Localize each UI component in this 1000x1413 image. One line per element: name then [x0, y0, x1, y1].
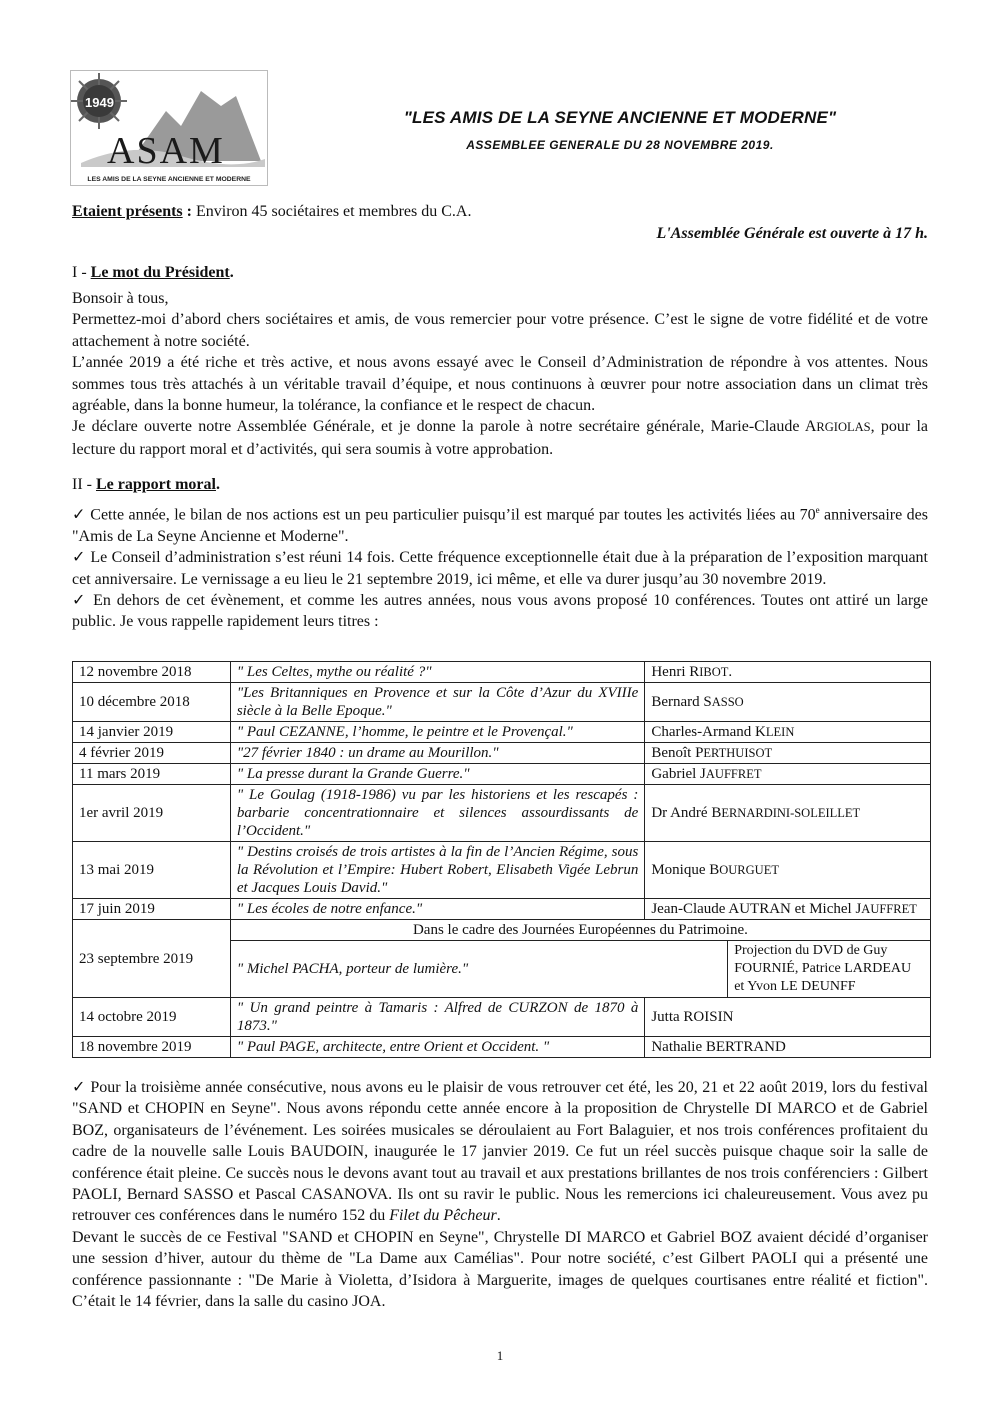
title-cell: " Les écoles de notre enfance."	[230, 899, 644, 920]
speaker-cell: Dr André BERNARDINI-SOLEILLET	[645, 785, 931, 842]
document-title: "LES AMIS DE LA SEYNE ANCIENNE ET MODERNE"	[403, 108, 837, 127]
check-icon: ✓	[72, 549, 86, 567]
greeting: Bonsoir à tous,	[72, 290, 169, 307]
speaker-cell: Henri RIBOT.	[645, 662, 931, 683]
table-row	[73, 662, 931, 683]
speaker-cell: Bernard SASSO	[645, 683, 931, 722]
speaker-cell: Projection du DVD de Guy FOURNIÉ, Patrice LARDEAU et Yvon LE DEUNFF	[728, 941, 931, 998]
opening-time: L'Assemblée Générale est ouverte à 17 h.	[656, 225, 928, 242]
presence-line: Etaient présents : Environ 45 sociétaires et membres du C.A.	[72, 203, 472, 220]
table-row	[73, 1037, 931, 1058]
paragraph: L’année 2019 a été riche et très active, et nous avons essayé avec le Conseil d’Administration de répondre à vos attentes. Nous sommes tous très attachés à un véritable travail d’équipe, et nous continuons à œuvrer pour notre association dans un climat très agréable, dans la bonne humeur, la tolérance, la confiance et le respect de chacun.	[72, 354, 928, 415]
page-number: 1	[496, 1348, 504, 1363]
section2-heading: II - Le rapport moral.	[72, 476, 220, 493]
logo-caption: LES AMIS DE LA SEYNE ANCIENNE ET MODERNE	[87, 176, 251, 183]
check-icon: ✓	[72, 591, 88, 609]
date-cell: 11 mars 2019	[73, 764, 231, 785]
title-cell: " Le Goulag (1918-1986) vu par les historiens et les rescapés : barbarie concentrationnaire et silences assourdissants de l’Occident."	[230, 785, 644, 842]
table-row	[73, 683, 931, 722]
check-icon: ✓	[72, 506, 86, 524]
title-cell: " Un grand peintre à Tamaris : Alfred de CURZON de 1870 à 1873."	[230, 998, 644, 1037]
paragraph: Je déclare ouverte notre Assemblée Générale, et je donne la parole à notre secrétaire générale, Marie-Claude ARGIOLAS, pour la lecture du rapport moral et d’activités, qui sera soumis à votre approbation.	[72, 418, 929, 458]
bullet-item: ✓ En dehors de cet évènement, et comme les autres années, nous vous avons proposé 10 conférences. Toutes ont attiré un large public. Je vous rappelle rapidement leurs titres :	[72, 591, 929, 631]
section1-heading: I - Le mot du Président.	[72, 264, 234, 281]
paragraph: ✓ Pour la troisième année consécutive, nous avons eu le plaisir de vous retrouver cet été, les 20, 21 et 22 août 2019, lors du festival "SAND et CHOPIN en Seyne". Nous avons répondu cette année encore à la proposition de Chrystelle DI MARCO et de Gabriel BOZ, organisateurs de l’événement. Les soirées musicales se déroulaient au Fort Balaguier, et nos trois conférences profitaient du cadre de la nouvelle salle Louis BAUDOIN, inaugurée le 17 janvier 2019. Ce fut un réel succès puisque chaque soir la salle de conférence était pleine. Ce succès nous le devons avant tout au travail et aux prestations brillantes de nos trois conférenciers : Gilbert PAOLI, Bernard SASSO et Pascal CASANOVA. Ils ont su ravir le public. Nous les remercions ici chaleureusement. Vous avez pu retrouver ces conférences dans le numéro 152 du Filet du Pêcheur.	[72, 1079, 928, 1225]
paragraph: Permettez-moi d’abord chers sociétaires et amis, de vous remercier pour votre présence. C’est le signe de votre fidélité et de votre attachement à notre société.	[72, 311, 928, 350]
presence-label: Etaient présents	[72, 203, 183, 220]
logo-name: ASAM	[107, 130, 225, 172]
speaker-cell: Jean-Claude AUTRAN et Michel JAUFFRET	[645, 899, 931, 920]
table-row	[73, 764, 931, 785]
section2-title: Le rapport moral	[95, 476, 216, 493]
title-cell: " Paul PAGE, architecte, entre Orient et Occident. "	[230, 1037, 644, 1058]
banner-cell: Dans le cadre des Journées Européennes du Patrimoine.	[230, 920, 930, 941]
presence-text: Environ 45 sociétaires et membres du C.A.	[195, 203, 472, 220]
title-cell: " Les Celtes, mythe ou réalité ?"	[230, 662, 644, 683]
table-row	[73, 842, 931, 899]
title-cell: " Destins croisés de trois artistes à la fin de l’Ancien Régime, sous la Révolution et l’Empire: Hubert Robert, Elisabeth Vigée Lebrun et Jacques Louis David."	[230, 842, 644, 899]
title-cell: "27 février 1840 : un drame au Mourillon."	[230, 743, 644, 764]
date-cell: 13 mai 2019	[73, 842, 231, 899]
date-cell: 17 juin 2019	[73, 899, 231, 920]
speaker-cell: Benoît PERTHUISOT	[645, 743, 931, 764]
table-row	[73, 998, 931, 1037]
section1-title: Le mot du Président	[90, 264, 230, 281]
date-cell: 23 septembre 2019	[73, 920, 231, 998]
speaker-cell: Nathalie BERTRAND	[645, 1037, 931, 1058]
date-cell: 14 octobre 2019	[73, 998, 231, 1037]
table-row	[73, 722, 931, 743]
date-cell: 10 décembre 2018	[73, 683, 231, 722]
date-cell: 18 novembre 2019	[73, 1037, 231, 1058]
title-cell: " Michel PACHA, porteur de lumière."	[230, 941, 727, 998]
festival-section	[72, 1077, 928, 1312]
logo-graphic	[71, 71, 267, 185]
section1-body	[72, 288, 928, 460]
table-row	[73, 920, 931, 941]
bullet-item: ✓ Le Conseil d’administration s’est réuni 14 fois. Cette fréquence exceptionnelle était due à la préparation de l’exposition marquant cet anniversaire. Le vernissage a eu lieu le 21 septembre 2019, ici même, et elle va durer jusqu’au 30 novembre 2019.	[72, 549, 929, 588]
date-cell: 1er avril 2019	[73, 785, 231, 842]
bullet-item: ✓ Cette année, le bilan de nos actions est un peu particulier puisqu’il est marqué par toutes les activités liées au 70e anniversaire des "Amis de La Seyne Ancienne et Moderne".	[72, 505, 928, 545]
date-cell: 12 novembre 2018	[73, 662, 231, 683]
logo-year: 1949	[85, 95, 114, 110]
table-row	[73, 743, 931, 764]
section2-body	[72, 500, 928, 633]
speaker-cell: Jutta ROISIN	[645, 998, 931, 1037]
title-cell: " Paul CEZANNE, l’homme, le peintre et le Provençal."	[230, 722, 644, 743]
table-row	[73, 899, 931, 920]
speaker-cell: Charles-Armand KLEIN	[645, 722, 931, 743]
speaker-cell: Monique BOURGUET	[645, 842, 931, 899]
conference-table	[72, 661, 931, 1058]
asam-logo	[70, 70, 268, 186]
table-row	[73, 785, 931, 842]
document-subtitle: ASSEMBLEE GENERALE DU 28 NOVEMBRE 2019.	[466, 138, 774, 152]
paragraph: Devant le succès de ce Festival "SAND et CHOPIN en Seyne", Chrystelle DI MARCO et Gabriel BOZ avaient décidé d’organiser une session d’hiver, autour du thème de "La Dame aux Camélias". Pour notre société, c’est Gilbert PAOLI qui a présenté une conférence passionnante : "De Marie à Violetta, d’Isidora à Marguerite, images de quelques courtisanes entre réalité et fiction". C’était le 14 février, dans la salle du casino JOA.	[72, 1228, 928, 1311]
title-cell: "Les Britanniques en Provence et sur la Côte d’Azur du XVIIIe siècle à la Belle Epoque."	[230, 683, 644, 722]
speaker-cell: Gabriel JAUFFRET	[645, 764, 931, 785]
title-cell: " La presse durant la Grande Guerre."	[230, 764, 644, 785]
date-cell: 14 janvier 2019	[73, 722, 231, 743]
date-cell: 4 février 2019	[73, 743, 231, 764]
